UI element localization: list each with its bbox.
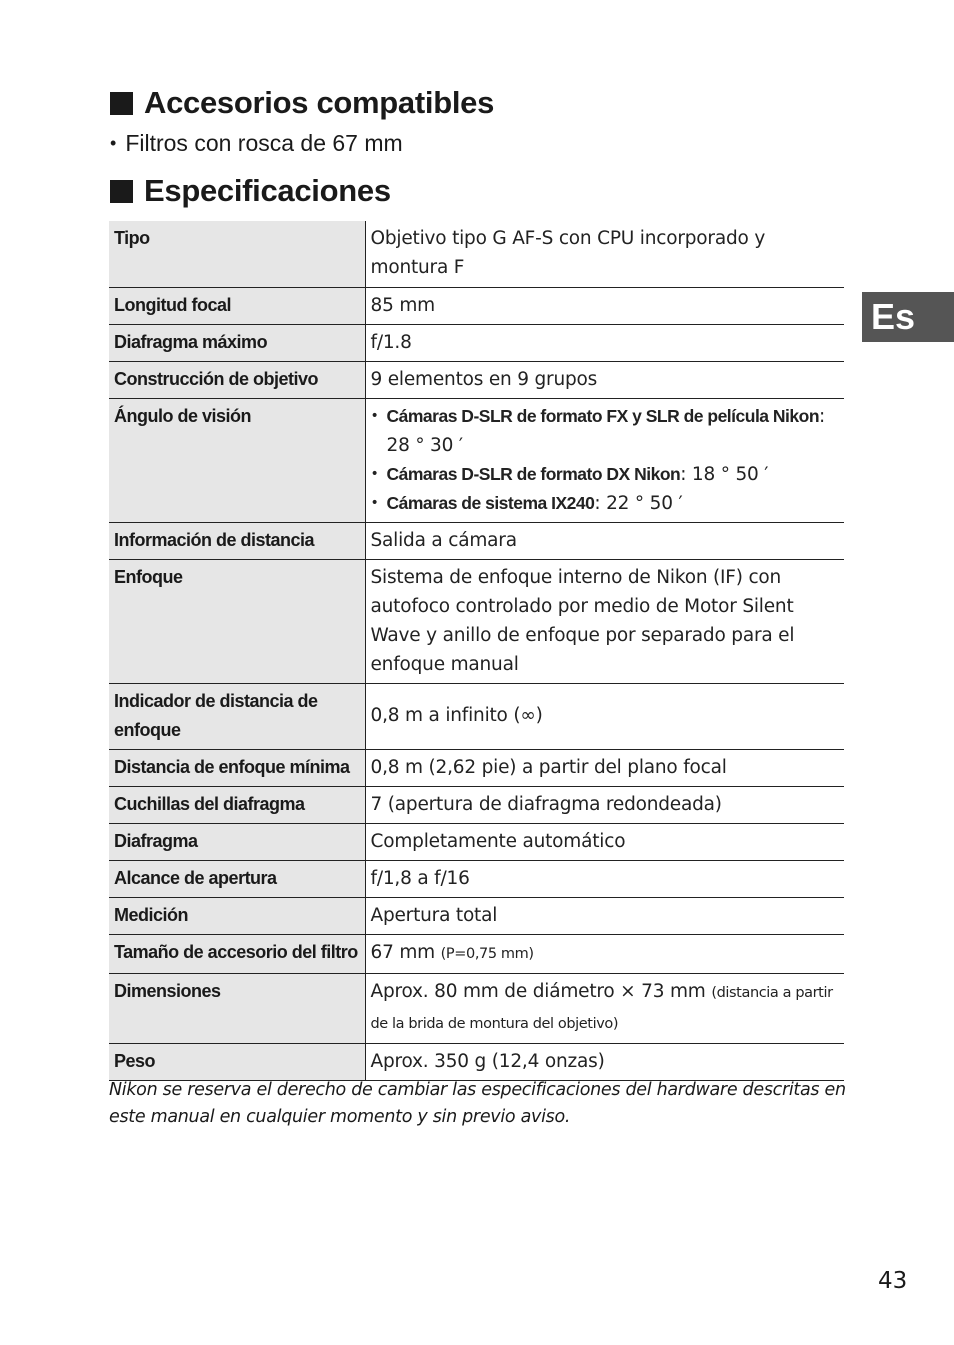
spec-label: Tipo — [109, 221, 365, 287]
table-row — [109, 1043, 844, 1080]
table-row — [109, 683, 844, 749]
spec-value: Apertura total — [365, 897, 844, 934]
table-row — [109, 398, 844, 522]
table-row — [109, 522, 844, 559]
spec-label: Tamaño de accesorio del filtro — [109, 934, 365, 973]
language-tab-es: Es — [862, 292, 954, 342]
list-item-name: Cámaras D-SLR de formato DX Nikon — [386, 463, 681, 484]
page-number: 43 — [878, 1268, 908, 1294]
list-item-value: : 28 ° 30 ′ — [386, 405, 826, 456]
table-row — [109, 973, 844, 1043]
spec-value: 0,8 m (2,62 pie) a partir del plano focal — [365, 749, 844, 786]
spec-value-list — [365, 398, 844, 522]
spec-value: 7 (apertura de diafragma redondeada) — [365, 786, 844, 823]
square-bullet-icon — [110, 180, 133, 203]
spec-value: Completamente automático — [365, 823, 844, 860]
table-row — [109, 749, 844, 786]
specifications-title: Especificaciones — [144, 173, 391, 208]
accessories-item — [110, 129, 403, 159]
spec-label: Medición — [109, 897, 365, 934]
accessories-item-text: Filtros con rosca de 67 mm — [125, 130, 403, 156]
spec-value: 85 mm — [365, 287, 844, 324]
table-row — [109, 897, 844, 934]
spec-value: Aprox. 350 g (12,4 onzas) — [365, 1043, 844, 1080]
table-row — [109, 559, 844, 683]
spec-value-note: (P=0,75 mm) — [440, 945, 534, 962]
specifications-table — [109, 221, 844, 1081]
list-item-value: : 18 ° 50 ′ — [680, 463, 769, 485]
spec-label: Longitud focal — [109, 287, 365, 324]
spec-value — [365, 934, 844, 973]
list-item — [371, 489, 841, 518]
bullet-icon: • — [370, 407, 379, 424]
spec-label: Alcance de apertura — [109, 860, 365, 897]
spec-value: f/1,8 a f/16 — [365, 860, 844, 897]
list-item-name: Cámaras de sistema IX240 — [386, 492, 595, 513]
spec-label: Diafragma — [109, 823, 365, 860]
spec-label: Indicador de distancia de enfoque — [109, 683, 365, 749]
square-bullet-icon — [110, 92, 133, 115]
table-row — [109, 221, 844, 287]
table-row — [109, 324, 844, 361]
spec-label: Diafragma máximo — [109, 324, 365, 361]
specifications-heading — [110, 173, 391, 209]
spec-value: Salida a cámara — [365, 522, 844, 559]
spec-value: 0,8 m a infinito (∞) — [365, 683, 844, 749]
spec-label: Peso — [109, 1043, 365, 1080]
table-row — [109, 823, 844, 860]
table-row — [109, 934, 844, 973]
spec-value: f/1.8 — [365, 324, 844, 361]
footnote: Nikon se reserva el derecho de cambiar las especificaciones del hardware descritas en este manual en cualquier momento y sin previo aviso. — [109, 1080, 846, 1127]
spec-value — [365, 973, 844, 1043]
table-row — [109, 860, 844, 897]
spec-label: Ángulo de visión — [109, 398, 365, 522]
spec-value-note: (distancia a partir de la brida de montura del objetivo) — [370, 984, 833, 1032]
table-row — [109, 361, 844, 398]
spec-value: Sistema de enfoque interno de Nikon (IF) con autofoco controlado por medio de Motor Silent Wave y anillo de enfoque por separado para el enfoque manual — [365, 559, 844, 683]
bullet-icon: • — [110, 133, 117, 153]
spec-value: 9 elementos en 9 grupos — [365, 361, 844, 398]
bullet-icon: • — [370, 465, 379, 482]
table-row — [109, 287, 844, 324]
accessories-title: Accesorios compatibles — [144, 85, 495, 120]
table-row — [109, 786, 844, 823]
list-item — [371, 460, 841, 489]
list-item — [371, 402, 841, 460]
spec-label: Información de distancia — [109, 522, 365, 559]
spec-label: Dimensiones — [109, 973, 365, 1043]
spec-label: Construcción de objetivo — [109, 361, 365, 398]
bullet-icon: • — [370, 494, 379, 511]
list-item-value: : 22 ° 50 ′ — [594, 492, 683, 514]
spec-value-main: 67 mm — [370, 941, 435, 963]
spec-value: Objetivo tipo G AF-S con CPU incorporado y montura F — [365, 221, 844, 287]
spec-label: Cuchillas del diafragma — [109, 786, 365, 823]
spec-label: Enfoque — [109, 559, 365, 683]
list-item-name: Cámaras D-SLR de formato FX y SLR de película Nikon — [386, 405, 820, 426]
spec-label: Distancia de enfoque mínima — [109, 749, 365, 786]
spec-value-main: Aprox. 80 mm de diámetro × 73 mm — [370, 980, 706, 1002]
accessories-heading — [110, 85, 494, 121]
